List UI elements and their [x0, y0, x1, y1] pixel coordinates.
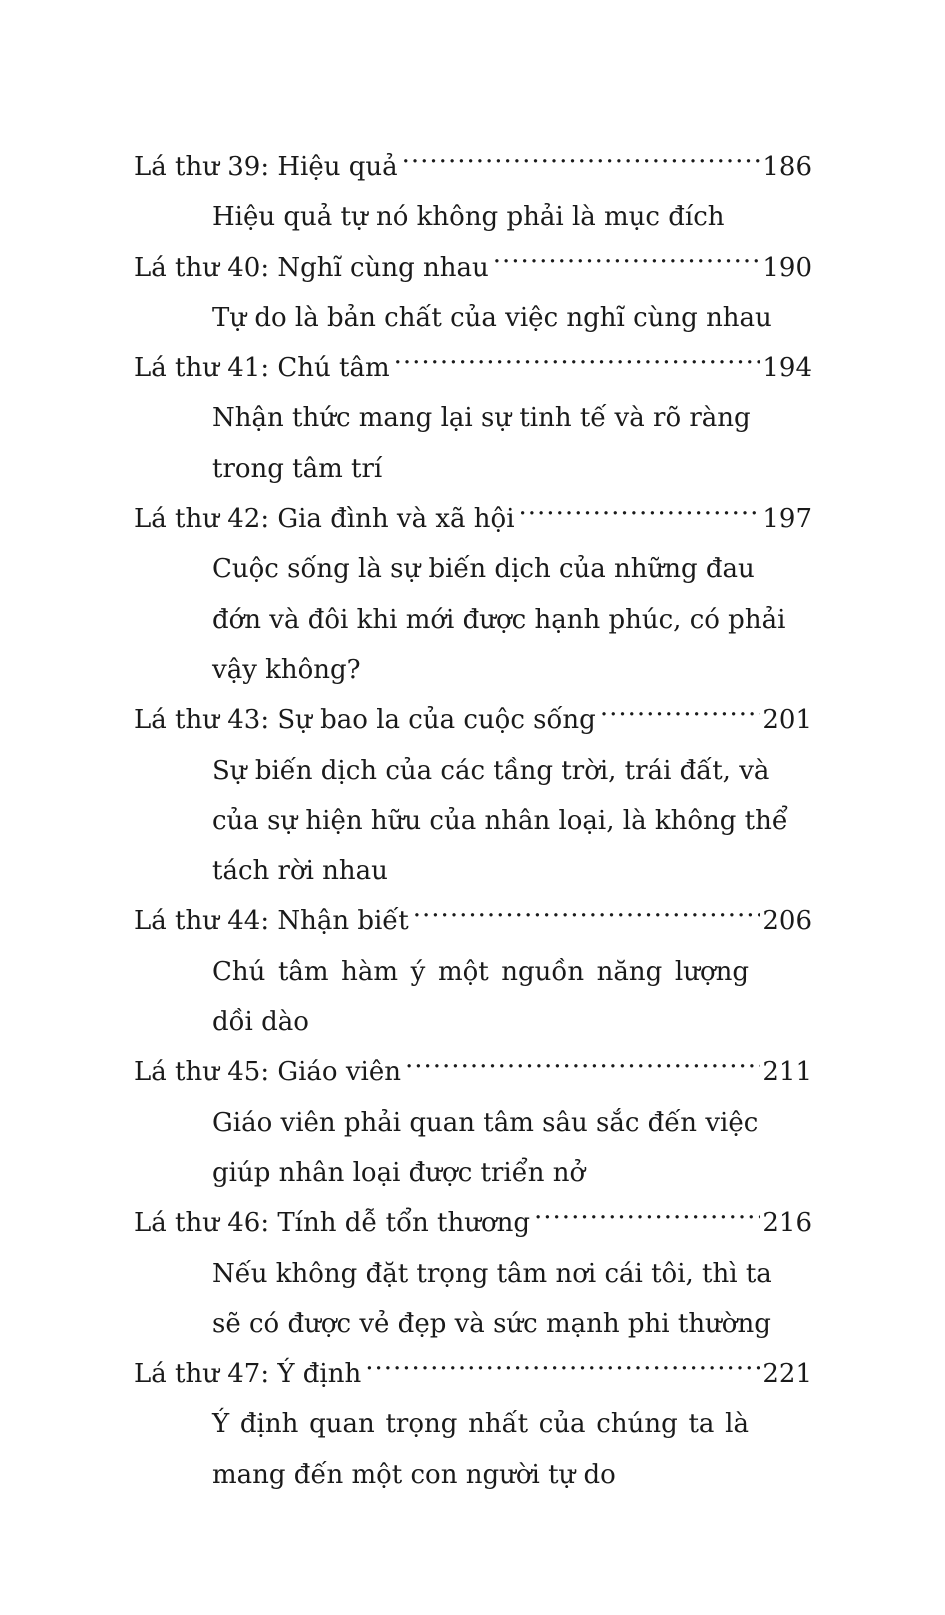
toc-entry-summary: đớn và đôi khi mới được hạnh phúc, có phải: [212, 604, 786, 635]
toc-entry-summary: tách rời nhau: [212, 856, 388, 887]
toc-entry-title: Lá thư 43: Sự bao la của cuộc sống: [134, 705, 596, 736]
dot-leader: [534, 1205, 760, 1231]
toc-entry-summary: Cuộc sống là sự biến dịch của những đau: [212, 554, 755, 585]
toc-entry-page: 190: [762, 252, 812, 283]
toc-entry-summary: dồi dào: [212, 1007, 309, 1038]
toc-entry-summary: Nếu không đặt trọng tâm nơi cái tôi, thì ta: [212, 1258, 772, 1289]
dot-leader: [365, 1356, 760, 1382]
toc-entry-summary: mang đến một con người tự do: [212, 1459, 616, 1490]
toc-entry-title: Lá thư 46: Tính dễ tổn thương: [134, 1208, 531, 1239]
toc-entry-title: Lá thư 40: Nghĩ cùng nhau: [134, 252, 489, 283]
toc-entry-summary: Tự do là bản chất của việc nghĩ cùng nhau: [212, 302, 772, 333]
toc-entry[interactable]: [134, 243, 812, 293]
dot-leader: [394, 350, 761, 376]
toc-entry-summary: Giáo viên phải quan tâm sâu sắc đến việc: [212, 1107, 759, 1138]
toc-entry[interactable]: [134, 695, 812, 745]
table-of-contents: [134, 142, 812, 1500]
toc-entry-page: 186: [762, 152, 812, 182]
toc-entry-page: 197: [762, 504, 812, 535]
toc-entry[interactable]: [134, 1349, 812, 1399]
toc-entry-title: Lá thư 47: Ý định: [134, 1359, 362, 1390]
toc-entry[interactable]: [134, 1047, 812, 1097]
toc-entry-title: Lá thư 41: Chú tâm: [134, 353, 390, 384]
toc-entry-title: Lá thư 39: Hiệu quả: [134, 152, 398, 182]
toc-entry-page: 211: [762, 1057, 812, 1088]
toc-entry[interactable]: [134, 142, 812, 192]
toc-entry-page: 194: [762, 353, 812, 384]
toc-entry[interactable]: [134, 343, 812, 393]
toc-entry-summary: Hiệu quả tự nó không phải là mục đích: [212, 202, 725, 233]
toc-entry-summary: trong tâm trí: [212, 453, 383, 484]
toc-entry-summary: của sự hiện hữu của nhân loại, là không thể: [212, 805, 788, 836]
toc-entry-page: 201: [762, 705, 812, 736]
toc-entry-summary: Ý định quan trọng nhất của chúng ta là: [212, 1409, 749, 1440]
dot-leader: [413, 903, 761, 929]
toc-entry-title: Lá thư 45: Giáo viên: [134, 1057, 401, 1088]
toc-entry-title: Lá thư 44: Nhận biết: [134, 906, 409, 937]
toc-entry-summary: Nhận thức mang lại sự tinh tế và rõ ràng: [212, 403, 751, 434]
dot-leader: [402, 149, 761, 175]
toc-entry[interactable]: [134, 896, 812, 946]
dot-leader: [405, 1054, 760, 1080]
toc-entry-summary: Sự biến dịch của các tầng trời, trái đất, và: [212, 755, 770, 786]
toc-entry[interactable]: [134, 1198, 812, 1248]
toc-entry-title: Lá thư 42: Gia đình và xã hội: [134, 504, 515, 535]
toc-entry[interactable]: [134, 494, 812, 544]
toc-entry-page: 216: [762, 1208, 812, 1239]
toc-entry-summary: vậy không?: [212, 654, 361, 685]
toc-entry-summary: giúp nhân loại được triển nở: [212, 1157, 586, 1188]
dot-leader: [519, 501, 761, 527]
toc-entry-page: 221: [762, 1359, 812, 1390]
dot-leader: [493, 250, 761, 276]
toc-entry-summary: Chú tâm hàm ý một nguồn năng lượng: [212, 956, 749, 987]
toc-entry-summary: sẽ có được vẻ đẹp và sức mạnh phi thường: [212, 1308, 771, 1339]
toc-entry-page: 206: [762, 906, 812, 937]
dot-leader: [600, 702, 761, 728]
